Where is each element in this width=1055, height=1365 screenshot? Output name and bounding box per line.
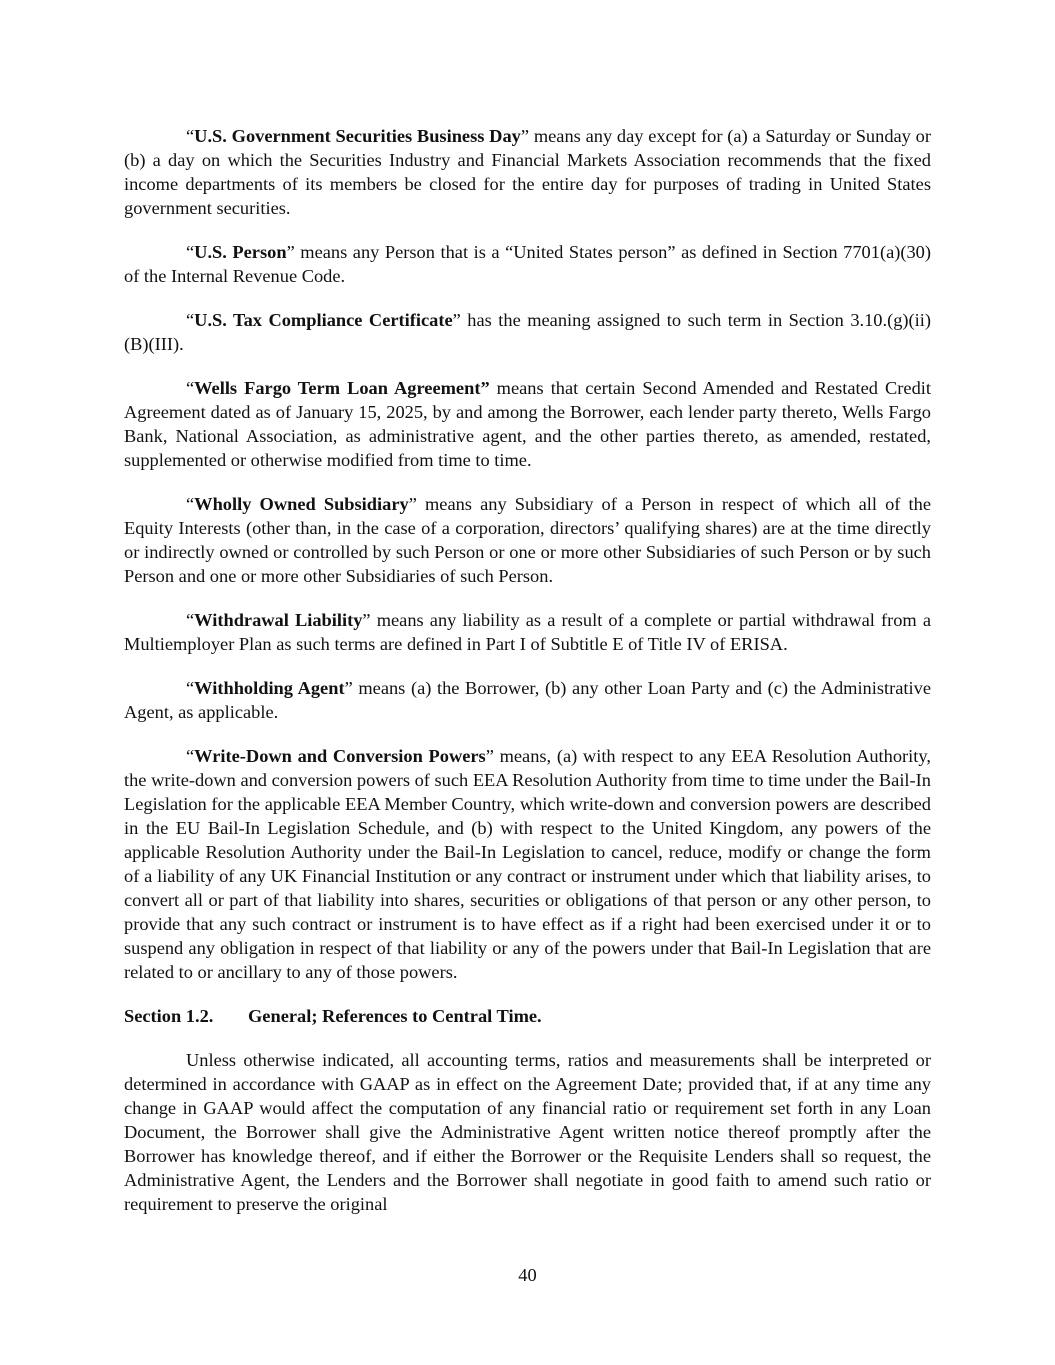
defined-term: Wells Fargo Term Loan Agreement”	[194, 378, 490, 398]
definition-text: means, (a) with respect to any EEA Resolution Authority, the write-down and conversion powers of such EEA Resolution Authority from time to time under the Bail-In Legislation for the applicable EEA Member Country, which write-down and conversion powers are described in the EU Bail-In Legislation Schedule, and (b) with respect to the United Kingdom, any powers of the applicable Resolution Authority under the Bail-In Legislation to cancel, reduce, modify or change the form of a liability of any UK Financial Institution or any contract or instrument under which that liability arises, to convert all or part of that liability into shares, securities or obligations of that person or any other person, to provide that any such contract or instrument is to have effect as if a right had been exercised under it or to suspend any obligation in respect of that liability or any of the powers under that Bail-In Legislation that are related to or ancillary to any of those powers.	[124, 746, 931, 982]
definition-text: has the meaning assigned to such term in Section 3.10.(g)(ii)(B)(III).	[124, 310, 932, 354]
definition-wholly-owned-subsidiary: “Wholly Owned Subsidiary” means any Subsidiary of a Person in respect of which all of the Equity Interests (other than, in the case of a corporation, directors’ qualifying shares) are at the time directly or indirectly owned or controlled by such Person or one or more other Subsidiaries of such Person or by such Person and one or more other Subsidiaries of such Person.	[124, 494, 931, 586]
definition-us-government-securities-business-day: “U.S. Government Securities Business Day” means any day except for (a) a Saturday or Sunday or (b) a day on which the Securities Industry and Financial Markets Association recommends that the fixed income departments of its members be closed for the entire day for purposes of trading in United States government securities.	[124, 126, 931, 218]
section-heading	[124, 1004, 931, 1028]
definition-write-down-and-conversion-powers: “Write-Down and Conversion Powers” means, (a) with respect to any EEA Resolution Authority, the write-down and conversion powers of such EEA Resolution Authority from time to time under the Bail-In Legislation for the applicable EEA Member Country, which write-down and conversion powers are described in the EU Bail-In Legislation Schedule, and (b) with respect to the United Kingdom, any powers of the applicable Resolution Authority under the Bail-In Legislation to cancel, reduce, modify or change the form of a liability of any UK Financial Institution or any contract or instrument under which that liability arises, to convert all or part of that liability into shares, securities or obligations of that person or any other person, to provide that any such contract or instrument is to have effect as if a right had been exercised under it or to suspend any obligation in respect of that liability or any of the powers under that Bail-In Legislation that are related to or ancillary to any of those powers.	[124, 746, 931, 982]
definition-text: means (a) the Borrower, (b) any other Loan Party and (c) the Administrative Agent, as applicable.	[124, 678, 931, 722]
defined-term: Write-Down and Conversion Powers	[194, 746, 486, 766]
definition-withholding-agent: “Withholding Agent” means (a) the Borrower, (b) any other Loan Party and (c) the Administrative Agent, as applicable.	[124, 678, 931, 722]
definition-us-tax-compliance-certificate: “U.S. Tax Compliance Certificate” has the meaning assigned to such term in Section 3.10.(g)(ii)(B)(III).	[124, 310, 932, 354]
definition-text: means any Subsidiary of a Person in respect of which all of the Equity Interests (other than, in the case of a corporation, directors’ qualifying shares) are at the time directly or indirectly owned or controlled by such Person or one or more other Subsidiaries of such Person or by such Person and one or more other Subsidiaries of such Person.	[124, 494, 931, 586]
section-body: Unless otherwise indicated, all accounting terms, ratios and measurements shall be interpreted or determined in accordance with GAAP as in effect on the Agreement Date; provided that, if at any time any change in GAAP would affect the computation of any financial ratio or requirement set forth in any Loan Document, the Borrower shall give the Administrative Agent written notice thereof promptly after the Borrower has knowledge thereof, and if either the Borrower or the Requisite Lenders shall so request, the Administrative Agent, the Lenders and the Borrower shall negotiate in good faith to amend such ratio or requirement to preserve the original	[124, 1050, 931, 1214]
definition-us-person: “U.S. Person” means any Person that is a “United States person” as defined in Section 7701(a)(30) of the Internal Revenue Code.	[124, 242, 931, 286]
defined-term: U.S. Tax Compliance Certificate	[194, 310, 453, 330]
document-page	[124, 124, 931, 1236]
defined-term: Withdrawal Liability	[194, 610, 363, 630]
section-number: Section 1.2.	[124, 1006, 214, 1026]
definition-text: means that certain Second Amended and Restated Credit Agreement dated as of January 15, 2025, by and among the Borrower, each lender party thereto, Wells Fargo Bank, National Association, as administrative agent, and the other parties thereto, as amended, restated, supplemented or otherwise modified from time to time.	[124, 378, 931, 470]
section-title: General; References to Central Time.	[248, 1006, 542, 1026]
definition-text: means any Person that is a “United States person” as defined in Section 7701(a)(30) of the Internal Revenue Code.	[124, 242, 931, 286]
page-number: 40	[518, 1265, 537, 1285]
defined-term: U.S. Person	[194, 242, 287, 262]
defined-term: U.S. Government Securities Business Day	[194, 126, 521, 146]
definition-wells-fargo-term-loan-agreement: “Wells Fargo Term Loan Agreement” means that certain Second Amended and Restated Credit Agreement dated as of January 15, 2025, by and among the Borrower, each lender party thereto, Wells Fargo Bank, National Association, as administrative agent, and the other parties thereto, as amended, restated, supplemented or otherwise modified from time to time.	[124, 378, 931, 470]
definition-text: means any liability as a result of a complete or partial withdrawal from a Multiemployer Plan as such terms are defined in Part I of Subtitle E of Title IV of ERISA.	[124, 610, 931, 654]
defined-term: Wholly Owned Subsidiary	[194, 494, 409, 514]
definition-text: means any day except for (a) a Saturday or Sunday or (b) a day on which the Securities Industry and Financial Markets Association recommends that the fixed income departments of its members be closed for the entire day for purposes of trading in United States government securities.	[124, 126, 931, 218]
defined-term: Withholding Agent	[194, 678, 345, 698]
definition-withdrawal-liability: “Withdrawal Liability” means any liability as a result of a complete or partial withdrawal from a Multiemployer Plan as such terms are defined in Part I of Subtitle E of Title IV of ERISA.	[124, 610, 931, 654]
